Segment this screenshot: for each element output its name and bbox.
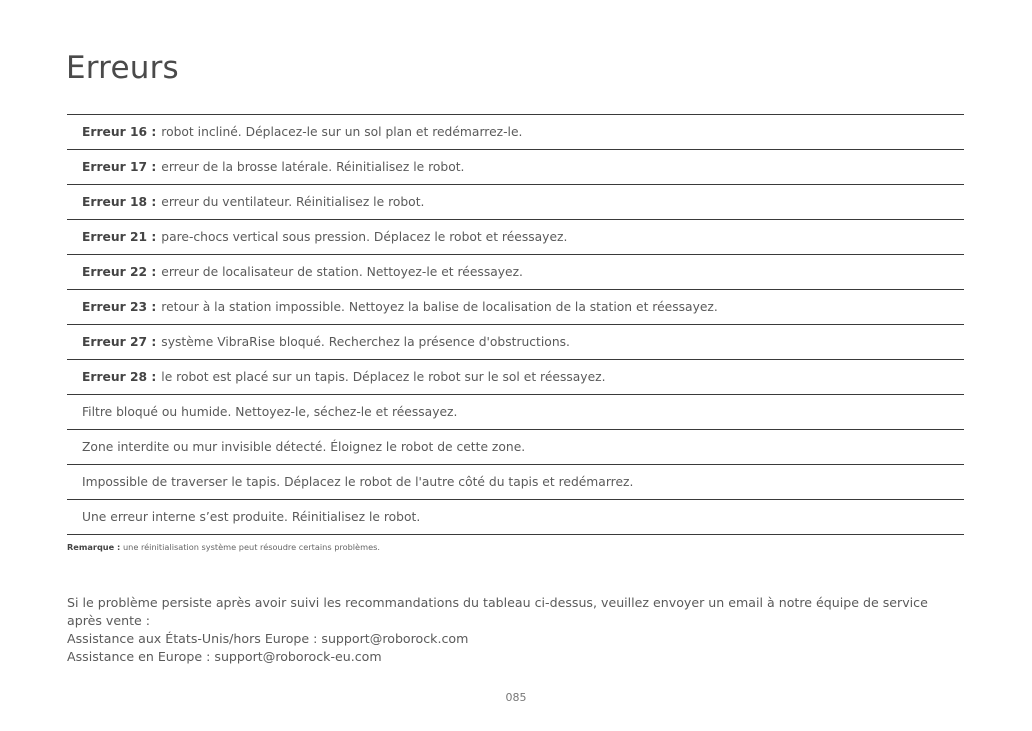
error-description: erreur de la brosse latérale. Réinitialisez le robot. xyxy=(161,160,465,174)
error-description: erreur de localisateur de station. Nettoyez-le et réessayez. xyxy=(161,265,523,279)
support-info xyxy=(67,594,947,666)
error-description: Impossible de traverser le tapis. Déplacez le robot de l'autre côté du tapis et redémarrez. xyxy=(82,475,634,489)
remark-label: Remarque : xyxy=(67,542,121,552)
page-number: 085 xyxy=(505,691,527,704)
error-description: Une erreur interne s’est produite. Réinitialisez le robot. xyxy=(82,510,421,524)
error-description: erreur du ventilateur. Réinitialisez le robot. xyxy=(161,195,425,209)
error-code: Erreur 16 : xyxy=(82,125,157,139)
error-row xyxy=(67,150,964,185)
error-row xyxy=(67,395,964,430)
support-text-line-2: après vente : xyxy=(67,613,151,628)
error-code: Erreur 17 : xyxy=(82,160,157,174)
error-row xyxy=(67,465,964,500)
error-description: pare-chocs vertical sous pression. Déplacez le robot et réessayez. xyxy=(161,230,568,244)
error-description: retour à la station impossible. Nettoyez la balise de localisation de la station et réessayez. xyxy=(161,300,718,314)
error-row xyxy=(67,255,964,290)
error-row xyxy=(67,220,964,255)
error-description: Filtre bloqué ou humide. Nettoyez-le, séchez-le et réessayez. xyxy=(82,405,458,419)
support-contact-eu: Assistance en Europe : support@roborock-eu.com xyxy=(67,649,382,664)
error-code: Erreur 21 : xyxy=(82,230,157,244)
error-description: robot incliné. Déplacez-le sur un sol plan et redémarrez-le. xyxy=(161,125,523,139)
error-row xyxy=(67,115,964,150)
error-row xyxy=(67,185,964,220)
error-row xyxy=(67,290,964,325)
error-description: Zone interdite ou mur invisible détecté. Éloignez le robot de cette zone. xyxy=(82,440,526,454)
support-text-line-1: Si le problème persiste après avoir suivi les recommandations du tableau ci-dessus, veuillez envoyer un email à notre équipe de service xyxy=(67,595,928,610)
remark-text: une réinitialisation système peut résoudre certains problèmes. xyxy=(122,542,380,552)
error-row xyxy=(67,325,964,360)
error-description: système VibraRise bloqué. Recherchez la présence d'obstructions. xyxy=(161,335,570,349)
error-code: Erreur 23 : xyxy=(82,300,157,314)
error-code: Erreur 27 : xyxy=(82,335,157,349)
error-row xyxy=(67,430,964,465)
error-list xyxy=(67,114,964,535)
error-code: Erreur 18 : xyxy=(82,195,157,209)
page-title: Erreurs xyxy=(66,50,179,86)
error-row xyxy=(67,360,964,395)
error-code: Erreur 22 : xyxy=(82,265,157,279)
remark-note xyxy=(67,542,380,552)
error-code: Erreur 28 : xyxy=(82,370,157,384)
error-row xyxy=(67,500,964,535)
support-contact-us: Assistance aux États-Unis/hors Europe : support@roborock.com xyxy=(67,631,469,646)
error-description: le robot est placé sur un tapis. Déplacez le robot sur le sol et réessayez. xyxy=(161,370,606,384)
